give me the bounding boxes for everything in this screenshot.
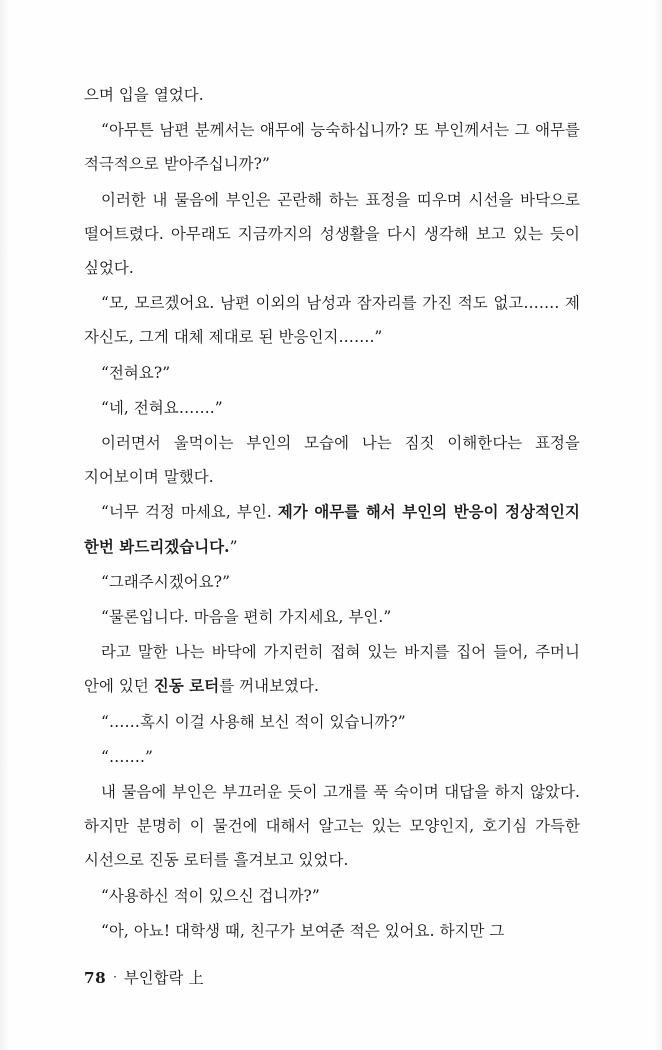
- emphasis-text: 제가 애무를 해서 부인의 반응이 정상적인지 한번 봐드리겠습니다.: [84, 503, 580, 556]
- paragraph: [84, 705, 580, 739]
- paragraph: [84, 78, 580, 112]
- paragraph: [84, 183, 580, 286]
- text-run: “너무 걱정 마세요, 부인.: [101, 503, 278, 522]
- page-footer: [84, 966, 580, 989]
- paragraph: [84, 391, 580, 425]
- paragraph: [84, 426, 580, 494]
- paragraph: [84, 356, 580, 390]
- text-run: “아무튼 남편 분께서는 애무에 능숙하십니까? 또 부인께서는 그 애무를 적극적으로 받아주십니까?”: [84, 121, 580, 174]
- text-run: 이러한 내 물음에 부인은 곤란해 하는 표정을 띠우며 시선을 바닥으로 떨어트렸다. 아무래도 지금까지의 성생활을 다시 생각해 보고 있는 듯이 싶었다.: [84, 190, 580, 278]
- paragraph: [84, 775, 580, 878]
- paragraph: [84, 635, 580, 703]
- text-run: 라고 말한 나는 바닥에 가지런히 접혀 있는 바지를 집어 들어, 주머니 안에 있던: [84, 643, 580, 696]
- text-run: 내 물음에 부인은 부끄러운 듯이 고개를 푹 숙이며 대답을 하지 않았다. 하지만 분명히 이 물건에 대해서 알고는 있는 모양인지, 호기심 가득한 시선으로 진동 로터를 흘겨보고 있었다.: [84, 783, 580, 870]
- body-text-column: [84, 78, 580, 949]
- paragraph: [84, 286, 580, 354]
- page-number: 78: [84, 969, 107, 987]
- text-run: “…….”: [101, 747, 153, 766]
- text-run: “모, 모르겠어요. 남편 이외의 남성과 잠자리를 가진 적도 없고……. 제 자신도, 그게 대체 제대로 된 반응인지…….”: [84, 294, 580, 347]
- paragraph: [84, 740, 580, 774]
- page-edge-right: [652, 0, 662, 1050]
- text-run: ”: [229, 537, 238, 556]
- text-run: “사용하신 적이 있으신 겁니까?”: [101, 886, 320, 905]
- footer-separator: ·: [113, 970, 117, 984]
- text-run: “……혹시 이걸 사용해 보신 적이 있습니까?”: [101, 712, 406, 731]
- page-edge-left: [0, 0, 10, 1050]
- text-run: “물론입니다. 마음을 편히 가지세요, 부인.”: [101, 608, 392, 627]
- paragraph: [84, 565, 580, 599]
- text-run: “전혀요?”: [101, 363, 171, 382]
- text-run: 이러면서 울먹이는 부인의 모습에 나는 짐짓 이해한다는 표정을 지어보이며 말했다.: [84, 434, 580, 487]
- paragraph: [84, 113, 580, 181]
- book-title: 부인합락 上: [123, 969, 204, 987]
- text-run: “아, 아뇨! 대학생 때, 친구가 보여준 적은 있어요. 하지만 그: [101, 921, 505, 940]
- paragraph: [84, 914, 580, 948]
- paragraph: [84, 495, 580, 563]
- text-run: “그래주시겠어요?”: [101, 572, 231, 591]
- text-run: 를 꺼내보였다.: [219, 677, 319, 696]
- paragraph: [84, 600, 580, 634]
- emphasis-text: 진동 로터: [153, 677, 220, 696]
- text-run: “네, 전혀요…….”: [101, 398, 223, 417]
- text-run: 으며 입을 열었다.: [84, 86, 204, 104]
- paragraph: [84, 879, 580, 913]
